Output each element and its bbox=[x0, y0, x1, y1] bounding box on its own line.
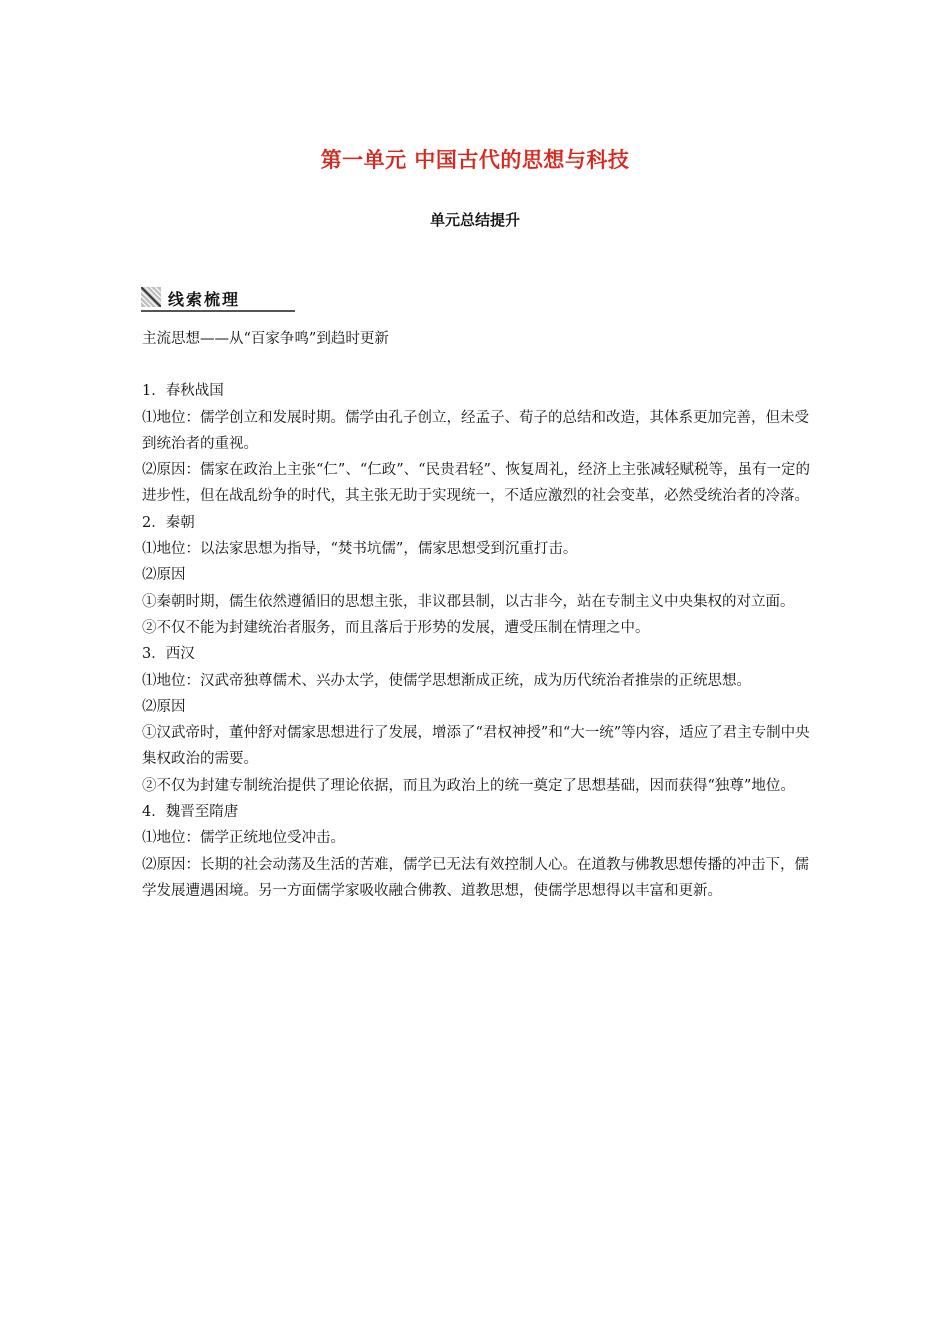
paragraph: ⑵原因：长期的社会动荡及生活的苦难，儒学已无法有效控制人心。在道教与佛教思想传播的冲击下，儒学发展遭遇困境。另一方面儒学家吸收融合佛教、道教思想，使儒学思想得以丰富和更新。 bbox=[142, 856, 809, 899]
content-body bbox=[142, 326, 812, 904]
paragraph: ①汉武帝时，董仲舒对儒家思想进行了发展，增添了“君权神授”和“大一统”等内容，适应了君主专制中央集权政治的需要。 bbox=[142, 725, 810, 768]
heading-1: 1．春秋战国 bbox=[142, 383, 224, 400]
heading-2: 2．秦朝 bbox=[142, 514, 195, 531]
paragraph: ⑴地位：以法家思想为指导，“焚书坑儒”，儒家思想受到沉重打击。 bbox=[142, 541, 578, 558]
section-marker-icon bbox=[141, 287, 161, 307]
paragraph: ①秦朝时期，儒生依然遵循旧的思想主张，非议郡县制，以古非今，站在专制主义中央集权的对立面。 bbox=[142, 593, 795, 610]
section-header bbox=[141, 286, 295, 312]
paragraph: ⑵原因：儒家在政治上主张“仁”、“仁政”、“民贵君轻”、恢复周礼，经济上主张减轻赋税等，虽有一定的进步性，但在战乱纷争的时代，其主张无助于实现统一，不适应激烈的社会变革，必然受统治者的冷落。 bbox=[142, 462, 810, 505]
section-label: 线索梳理 bbox=[168, 290, 241, 309]
intro-line: 主流思想——从“百家争鸣”到趋时更新 bbox=[142, 331, 389, 347]
page-subtitle: 单元总结提升 bbox=[429, 211, 520, 229]
paragraph: ②不仅为封建专制统治提供了理论依据，而且为政治上的统一奠定了思想基础，因而获得“独尊”地位。 bbox=[142, 777, 795, 794]
section-underline bbox=[141, 310, 295, 312]
paragraph: ⑴地位：儒学创立和发展时期。儒学由孔子创立，经孟子、荀子的总结和改造，其体系更加完善，但未受到统治者的重视。 bbox=[142, 409, 809, 452]
paragraph: ⑴地位：汉武帝独尊儒术、兴办太学，使儒学思想渐成正统，成为历代统治者推崇的正统思想。 bbox=[142, 672, 751, 689]
heading-4: 4．魏晋至隋唐 bbox=[142, 804, 239, 821]
unit-title: 第一单元 中国古代的思想与科技 bbox=[320, 148, 630, 172]
paragraph: ⑵原因 bbox=[142, 567, 186, 584]
paragraph: ⑵原因 bbox=[142, 698, 186, 715]
heading-3: 3．西汉 bbox=[142, 646, 195, 663]
paragraph: ②不仅不能为封建统治者服务，而且落后于形势的发展，遭受压制在情理之中。 bbox=[142, 619, 650, 636]
paragraph: ⑴地位：儒学正统地位受冲击。 bbox=[142, 830, 345, 847]
